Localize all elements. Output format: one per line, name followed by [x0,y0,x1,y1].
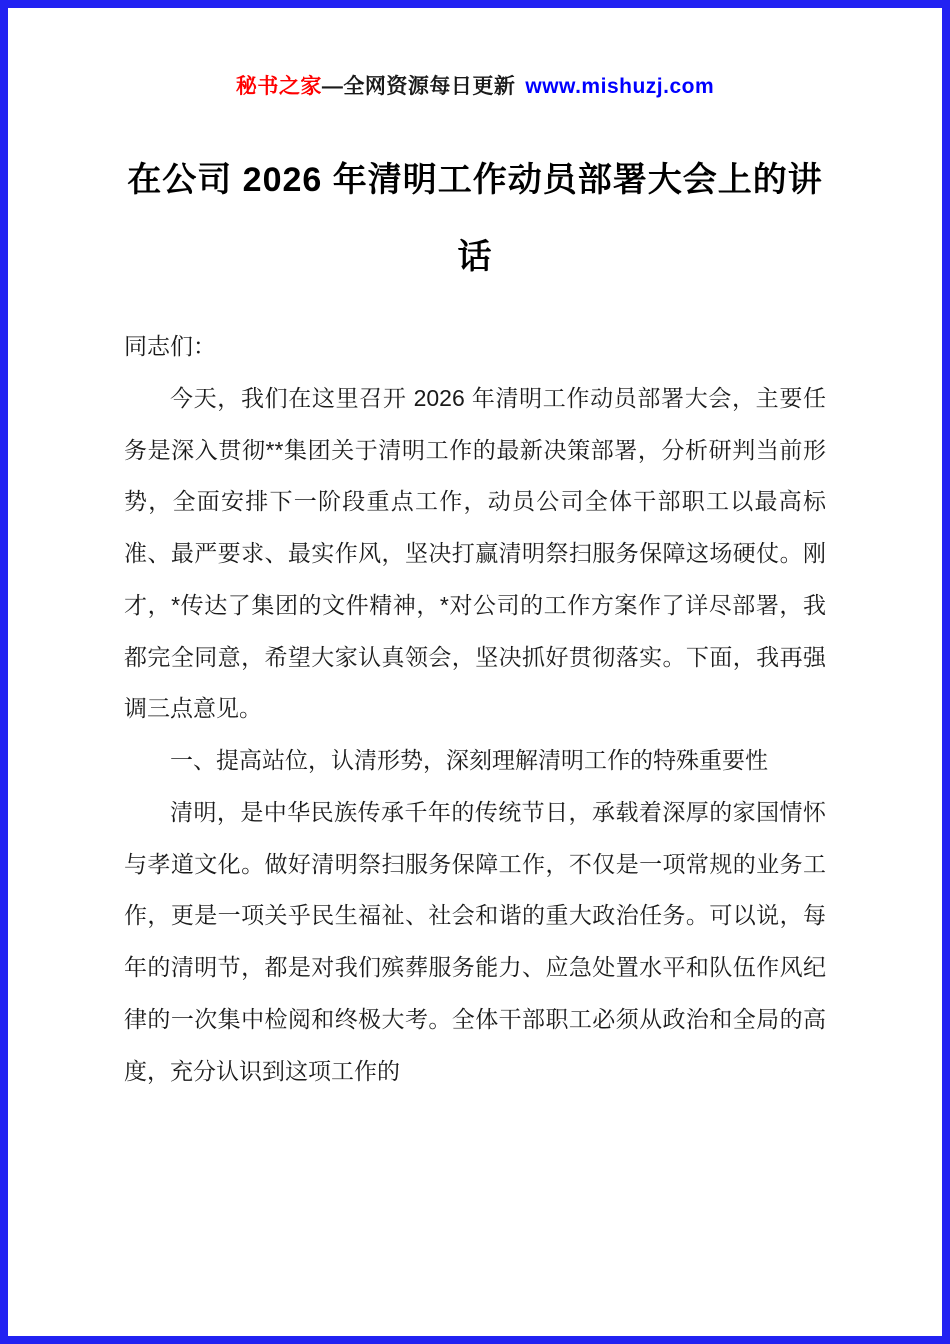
site-tagline: —全网资源每日更新 [321,75,516,98]
section-heading-1: 一、提高站位，认清形势，深刻理解清明工作的特殊重要性 [170,747,768,773]
site-header [124,70,826,100]
salutation: 同志们： [124,333,216,359]
paragraph-section-1-body: 清明，是中华民族传承千年的传统节日，承载着深厚的家国情怀与孝道文化。做好清明祭扫服务保障工作，不仅是一项常规的业务工作，更是一项关乎民生福祉、社会和谐的重大政治任务。可以说，每年的清明节，都是对我们殡葬服务能力、应急处置水平和队伍作风纪律的一次集中检阅和终极大考。全体干部职工必须从政治和全局的高度，充分认识到这项工作的 [124,798,826,1084]
document-body [124,321,826,1097]
paragraph-intro: 今天，我们在这里召开 2026 年清明工作动员部署大会，主要任务是深入贯彻**集团关于清明工作的最新决策部署，分析研判当前形势，全面安排下一阶段重点工作，动员公司全体干部职工以最高标准、最严要求、最实作风，坚决打赢清明祭扫服务保障这场硬仗。刚才，*传达了集团的文件精神，*对公司的工作方案作了详尽部署，我都完全同意，希望大家认真领会，坚决抓好贯彻落实。下面，我再强调三点意见。 [124,384,826,722]
site-brand: 秘书之家 [235,75,322,98]
site-url-link[interactable]: www.mishuzj.com [525,75,715,98]
document-title: 在公司 2026 年清明工作动员部署大会上的讲话 [127,161,823,276]
